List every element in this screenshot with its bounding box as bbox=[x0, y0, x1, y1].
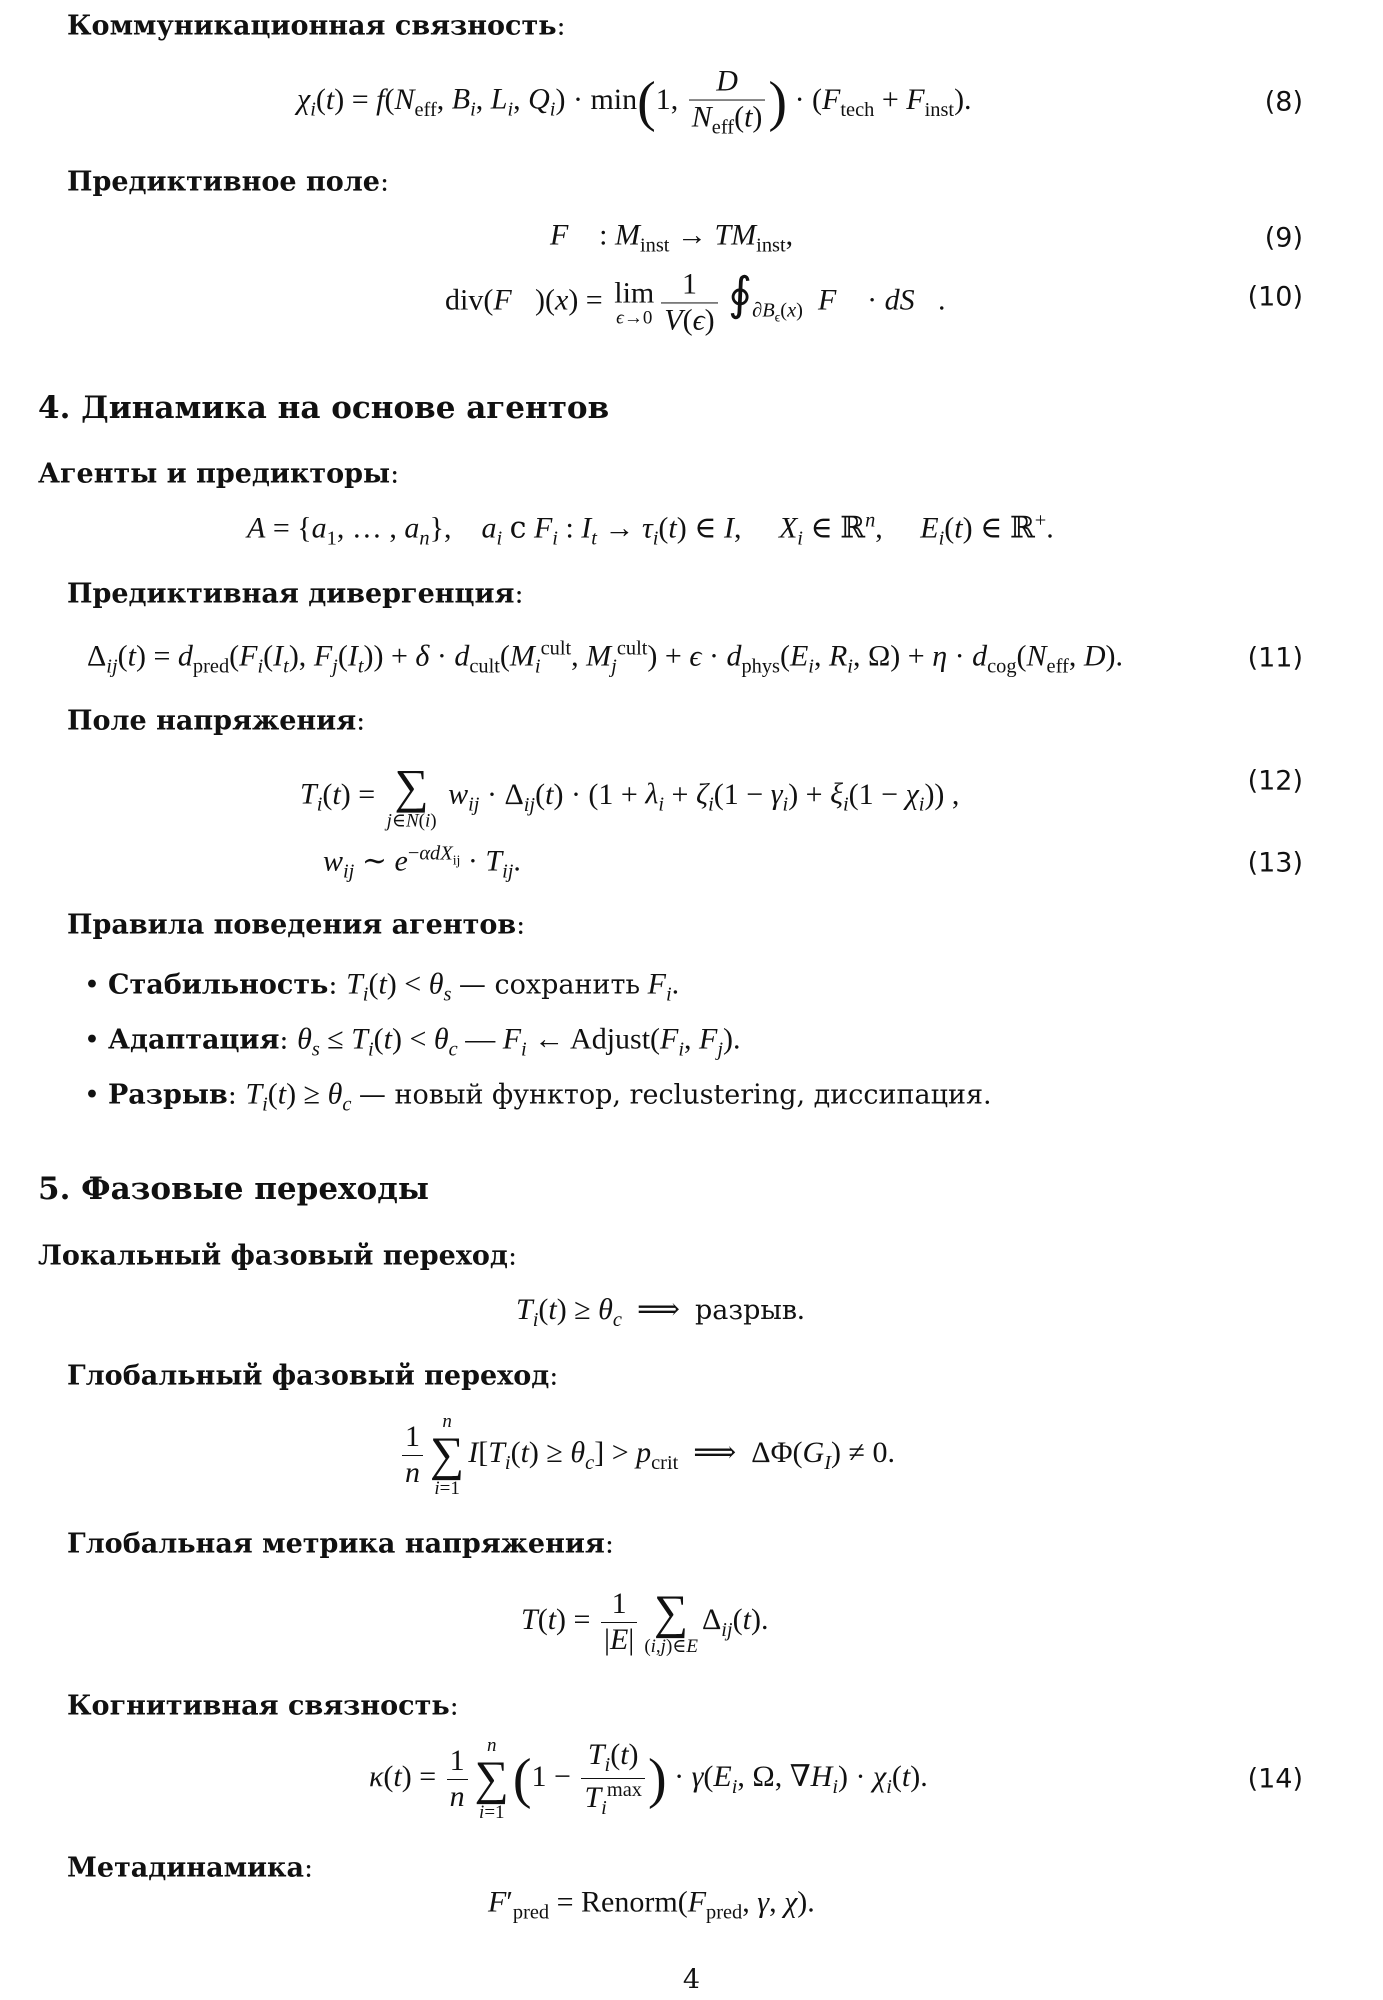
equation-global: $\frac{1}{n}$ n ∑ i=1 $I[T_i(t) \ge \theta_c] > p_{crit}$ ⟹ $\Delta\Phi(G_I) \ne 0$. bbox=[399, 1412, 895, 1498]
eq-number-13: (13) bbox=[1247, 847, 1303, 879]
heading-cog: Когнитивная связность: bbox=[67, 1690, 459, 1722]
equation-agents: $A = \{a_1$, … , $a_n$}, $a_i$ с $F_i$ : $I_t \to \tau_i(t)$ ∈ I, $X_i$ ∈ ℝ$^n$, $E_i(t)$ ∈ ℝ+. bbox=[247, 509, 1054, 550]
eq-number-11: (11) bbox=[1247, 642, 1303, 674]
equation-14: κ(t) = $\frac{1}{n}$ n ∑ i=1 (1 − $T_i(t)$ $T_i^{max}$ ) · $\gamma(E_i$, Ω, $\nabla H_i) \cdot \chi_i(t)$. bbox=[369, 1735, 928, 1823]
heading-agents: Агенты и предикторы: bbox=[38, 458, 400, 490]
heading-global: Глобальный фазовый переход: bbox=[67, 1360, 559, 1392]
equation-9: F⃗ : $M_{inst} \to TM_{inst}$, bbox=[550, 218, 794, 257]
equation-11: $\Delta_{ij}(t) = d_{pred}(F_i(I_t)$, $F_j(I_t)) + \delta \cdot d_{cult}(M_i^{cult}$, $M_j^{cult}) + \epsilon \cdot d_{phys}(E_i$, $R_i$, $\Omega) + \eta \cdot d_{cog}(N_{eff}$, D). bbox=[87, 637, 1123, 678]
equation-metric: T(t) = $\frac{1}{|E|}$ ∑ (i,j)∈E $\Delta_{ij}(t)$. bbox=[521, 1585, 769, 1657]
heading-rules: Правила поведения агентов: bbox=[67, 909, 526, 941]
eq-number-12: (12) bbox=[1247, 765, 1303, 797]
page-number: 4 bbox=[682, 1964, 701, 1996]
section-4-title: 4. Динамика на основе агентов bbox=[38, 390, 610, 426]
bullet-stability: • Стабильность: $T_i(t) < \theta_s$ — сохранить $F_i$. bbox=[84, 967, 680, 1006]
eq-number-9: (9) bbox=[1264, 222, 1303, 254]
heading-pred-div: Предиктивная дивергенция: bbox=[67, 578, 524, 610]
eq-number-14: (14) bbox=[1247, 1763, 1303, 1795]
heading-local: Локальный фазовый переход: bbox=[38, 1240, 518, 1272]
heading-meta: Метадинамика: bbox=[67, 1852, 314, 1884]
equation-12: $T_i(t)$ = ∑ j∈N(i) $w_{ij} \cdot \Delta_{ij}(t) \cdot (1 + \lambda_i + \zeta_i(1 - \gamma_i) + \xi_i(1 - \chi_i))$ , bbox=[300, 760, 960, 832]
heading-comm: Коммуникационная связность: bbox=[67, 10, 566, 42]
bullet-adaptation: • Адаптация: $\theta_s \le T_i(t) < \theta_c$ — $F_i$ ← $Adjust(F_i$, $F_j$). bbox=[84, 1022, 741, 1061]
eq-number-10: (10) bbox=[1247, 281, 1303, 313]
eq-number-8: (8) bbox=[1264, 86, 1303, 118]
heading-global-metric: Глобальная метрика напряжения: bbox=[67, 1528, 614, 1560]
heading-tension: Поле напряжения: bbox=[67, 705, 366, 737]
equation-8: $\chi_i(t) = f(N_{eff}$, $B_i$, $L_i$, $Q_i) \cdot \min(1$, D $N_{eff}(t)$ ) · $(F_{tech} + F_{inst})$. bbox=[297, 64, 972, 139]
heading-pred-field: Предиктивное поле: bbox=[67, 166, 390, 198]
equation-local: $T_i(t) \ge \theta_c$ ⟹ разрыв. bbox=[516, 1293, 805, 1331]
equation-13: $w_{ij}$ ∼ $e^{-\alpha dX_{ij}} \cdot T_{ij}$. bbox=[323, 842, 521, 883]
section-5-title: 5. Фазовые переходы bbox=[38, 1171, 429, 1207]
equation-meta: $F'_{pred}$ = $Renorm(F_{pred}$, γ, χ). bbox=[488, 1885, 815, 1924]
equation-10: div(F⃗)(x) = lim ϵ→0 $\frac{1}{V(\epsilon)}$ $∮_{\partial B_\epsilon(x)}$ F⃗ · dS⃗. bbox=[445, 267, 946, 337]
bullet-rupture: • Разрыв: $T_i(t) \ge \theta_c$ — новый функтор, reclustering, диссипация. bbox=[84, 1077, 992, 1116]
